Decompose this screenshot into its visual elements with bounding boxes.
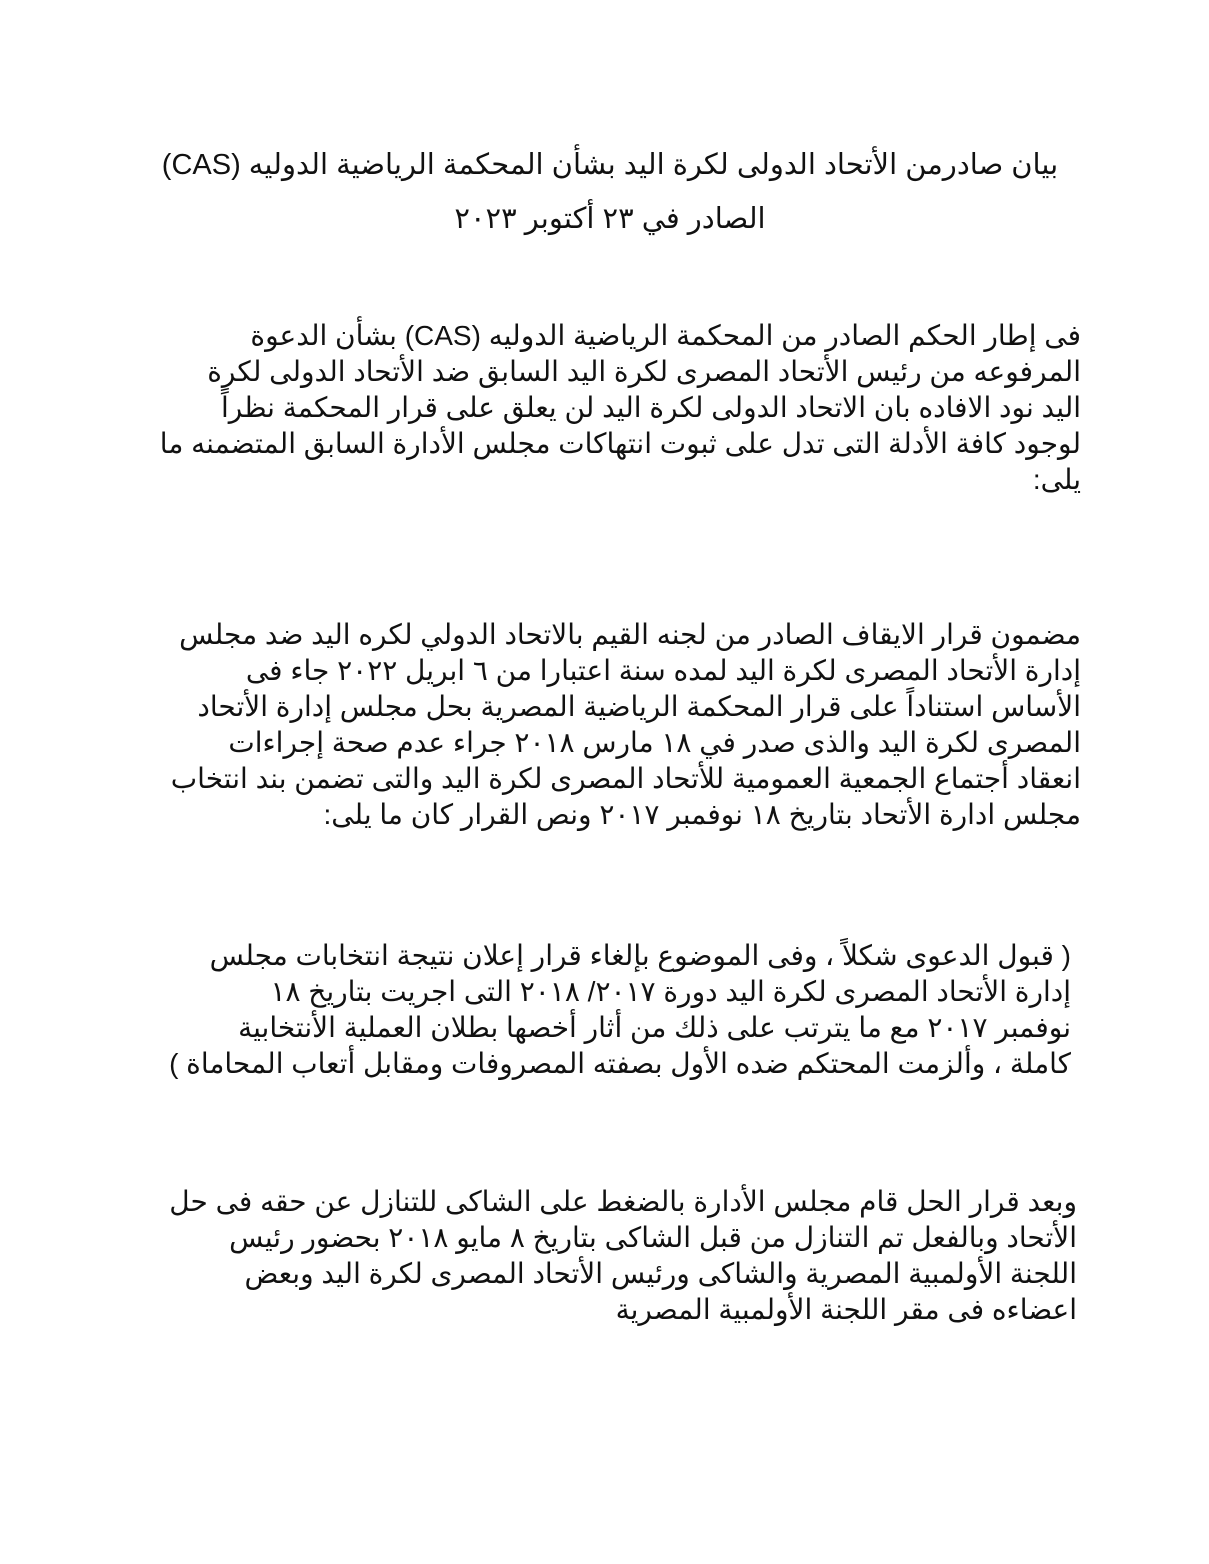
paragraph-line: فى إطار الحكم الصادر من المحكمة الرياضية الدوليه (CAS) بشأن الدعوة xyxy=(250,320,1081,351)
paragraph-line: اليد نود الافاده بان الاتحاد الدولى لكرة اليد لن يعلق على قرار المحكمة نظراً xyxy=(220,392,1081,423)
paragraph-cas-ruling xyxy=(141,318,1081,498)
paragraph-line: يلى: xyxy=(1032,464,1081,495)
paragraph-line: اعضاءه فى مقر اللجنة الأولمبية المصرية xyxy=(615,1294,1077,1325)
paragraph-line: الأتحاد وبالفعل تم التنازل من قبل الشاكى بتاريخ ٨ مايو ٢٠١٨ بحضور رئيس xyxy=(229,1222,1077,1253)
paragraph-line: المصرى لكرة اليد والذى صدر في ١٨ مارس ٢٠١٨ جراء عدم صحة إجراءات xyxy=(228,727,1081,758)
paragraph-line: مجلس ادارة الأتحاد بتاريخ ١٨ نوفمبر ٢٠١٧ ونص القرار كان ما يلى: xyxy=(323,799,1081,830)
paragraph-line: مضمون قرار الايقاف الصادر من لجنه القيم بالاتحاد الدولي لكره اليد ضد مجلس xyxy=(179,619,1081,650)
paragraph-line: إدارة الأتحاد المصرى لكرة اليد لمده سنة اعتبارا من ٦ ابريل ٢٠٢٢ جاء فى xyxy=(245,655,1081,686)
paragraph-line: كاملة ، وألزمت المحتكم ضده الأول بصفته المصروفات ومقابل أتعاب المحاماة ) xyxy=(169,1048,1071,1079)
paragraph-line: لوجود كافة الأدلة التى تدل على ثبوت انتهاكات مجلس الأدارة السابق المتضمنه ما xyxy=(159,428,1081,459)
paragraph-line: انعقاد أجتماع الجمعية العمومية للأتحاد المصرى لكرة اليد والتى تضمن بند انتخاب xyxy=(170,763,1081,794)
paragraph-suspension-decision xyxy=(141,617,1081,833)
statement-title xyxy=(150,138,1070,246)
paragraph-line: اللجنة الأولمبية المصرية والشاكى ورئيس الأتحاد المصرى لكرة اليد وبعض xyxy=(244,1258,1077,1289)
paragraph-line: ( قبول الدعوى شكلاً ، وفى الموضوع بإلغاء قرار إعلان نتيجة انتخابات مجلس xyxy=(209,940,1071,971)
paragraph-waiver xyxy=(137,1184,1077,1328)
paragraph-line: وبعد قرار الحل قام مجلس الأدارة بالضغط على الشاكى للتنازل عن حقه فى حل xyxy=(169,1186,1077,1217)
paragraph-line: نوفمبر ٢٠١٧ مع ما يترتب على ذلك من أثار أخصها بطلان العملية الأنتخابية xyxy=(238,1012,1071,1043)
title-line-1: بيان صادرمن الأتحاد الدولى لكرة اليد بشأن المحكمة الرياضية الدوليه (CAS) xyxy=(161,149,1059,181)
title-line-2: الصادر في ٢٣ أكتوبر ٢٠٢٣ xyxy=(454,203,766,235)
paragraph-line: الأساس استناداً على قرار المحكمة الرياضية المصرية بحل مجلس إدارة الأتحاد xyxy=(197,691,1081,722)
paragraph-court-ruling-quote xyxy=(151,938,1071,1082)
paragraph-line: المرفوعه من رئيس الأتحاد المصرى لكرة اليد السابق ضد الأتحاد الدولى لكرة xyxy=(207,356,1081,387)
paragraph-line: إدارة الأتحاد المصرى لكرة اليد دورة ٢٠١٧/ ٢٠١٨ التى اجريت بتاريخ ١٨ xyxy=(270,976,1071,1007)
